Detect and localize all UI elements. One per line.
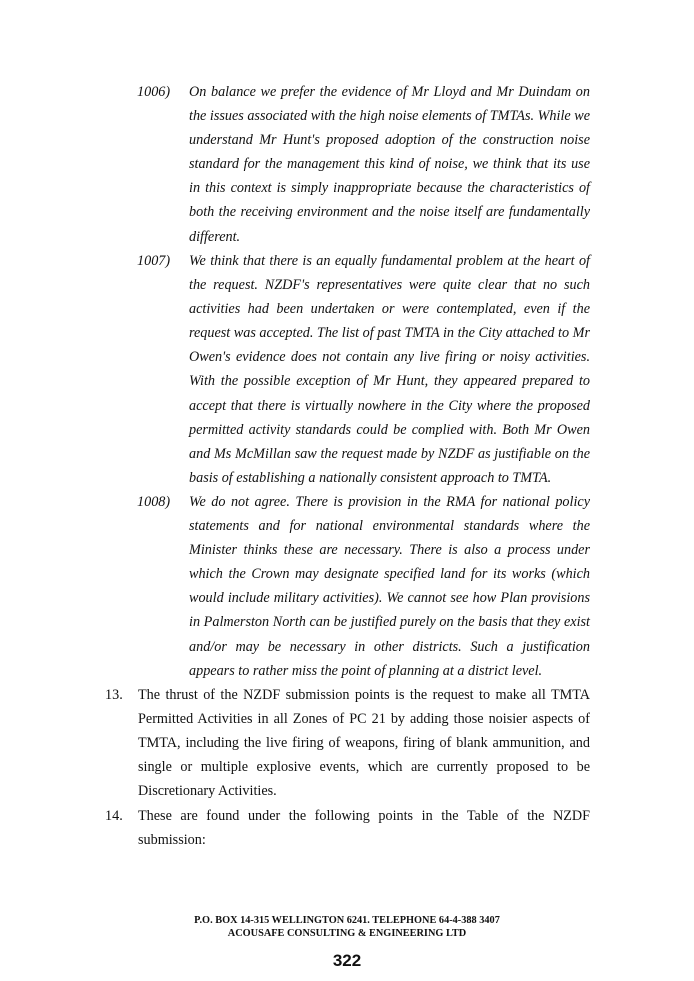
paragraph-13	[105, 683, 590, 803]
footer-company: ACOUSAFE CONSULTING & ENGINEERING LTD	[227, 928, 467, 939]
quoted-paragraph-number: 1006)	[137, 84, 171, 100]
quoted-paragraph-1008	[137, 490, 590, 683]
paragraph-text: These are found under the following points in the Table of the NZDF submission:	[138, 808, 590, 849]
quoted-paragraph-1006	[137, 80, 590, 249]
paragraph-14	[105, 804, 590, 852]
quoted-paragraph-text: On balance we prefer the evidence of Mr Lloyd and Mr Duindam on the issues associated with the high noise elements of TMTAs. While we understand Mr Hunt's proposed adoption of the construction noise standard for the management this kind of noise, we think that its use in this context is simply inappropriate because the characteristics of both the receiving environment and the noise itself are fundamentally different.	[189, 84, 590, 245]
quoted-paragraph-text: We do not agree. There is provision in the RMA for national policy statements and for national environmental standards where the Minister thinks these are necessary. There is also a process under which the Crown may designate specified land for its works (which would include military activities). We cannot see how Plan provisions in Palmerston North can be justified purely on the basis that they exist and/or may be necessary in other districts. Such a justification appears to rather miss the point of planning at a district level.	[189, 494, 590, 679]
paragraph-number: 14.	[105, 808, 123, 824]
quoted-paragraph-text: We think that there is an equally fundamental problem at the heart of the request. NZDF's representatives were quite clear that no such activities had been undertaken or were contemplated, even if the request was accepted. The list of past TMTA in the City attached to Mr Owen's evidence does not contain any live firing or noisy activities. With the possible exception of Mr Hunt, they appeared prepared to accept that there is virtually nowhere in the City where the proposed permitted activity standards could be complied with. Both Mr Owen and Ms McMillan saw the request made by NZDF as justifiable on the basis of establishing a nationally consistent approach to TMTA.	[189, 253, 590, 486]
footer-address: P.O. BOX 14-315 WELLINGTON 6241. TELEPHONE 64-4-388 3407	[194, 915, 500, 926]
quoted-paragraph-number: 1008)	[137, 494, 171, 510]
quoted-paragraph-number: 1007)	[137, 253, 171, 269]
quoted-paragraph-1007	[137, 249, 590, 490]
paragraph-text: The thrust of the NZDF submission points is the request to make all TMTA Permitted Activities in all Zones of PC 21 by adding those noisier aspects of TMTA, including the live firing of weapons, firing of blank ammunition, and single or multiple explosive events, which are currently proposed to be Discretionary Activities.	[138, 687, 590, 800]
page-number: 322	[332, 951, 362, 970]
paragraph-number: 13.	[105, 687, 123, 703]
